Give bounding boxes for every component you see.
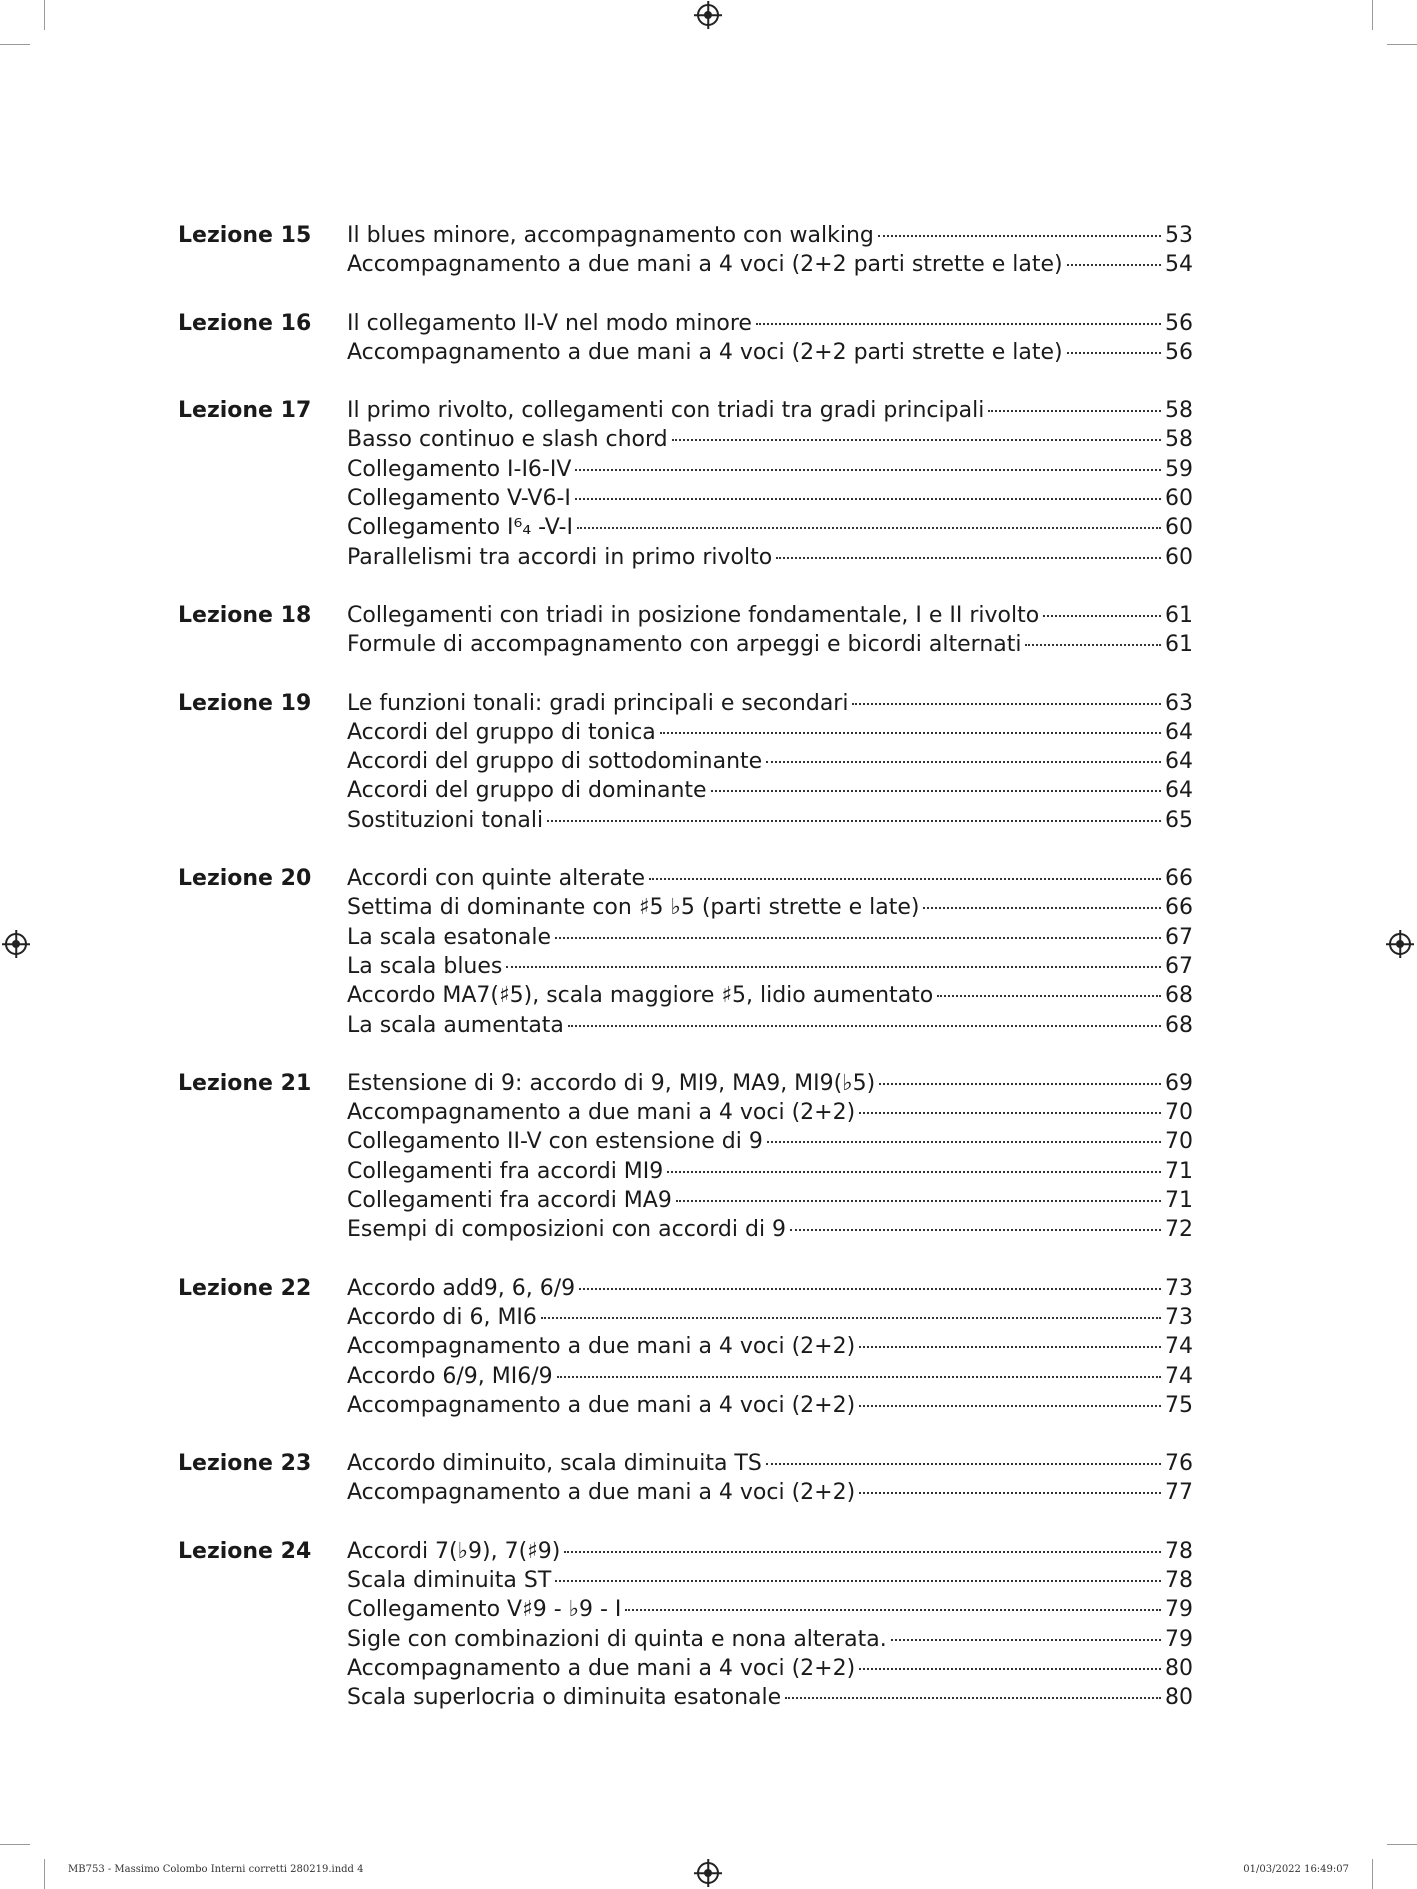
lesson-label: Lezione 22 <box>178 1275 312 1301</box>
dot-leader <box>1043 615 1161 617</box>
toc-entry <box>347 484 1193 513</box>
entry-title: Accordi con quinte alterate <box>347 866 646 892</box>
entry-page-number: 80 <box>1165 1685 1193 1711</box>
toc-entry <box>347 1625 1193 1654</box>
dot-leader <box>790 1229 1161 1231</box>
entry-title: Accompagnamento a due mani a 4 voci (2+2 parti strette e late) <box>347 252 1063 278</box>
toc-entry <box>347 1215 1193 1244</box>
entry-page-number: 56 <box>1165 339 1193 365</box>
entry-page-number: 59 <box>1165 456 1193 482</box>
entry-page-number: 77 <box>1165 1480 1193 1506</box>
crop-mark <box>44 1859 45 1889</box>
lesson-entries <box>347 689 1193 835</box>
entry-page-number: 70 <box>1165 1129 1193 1155</box>
entry-title: Accordi del gruppo di dominante <box>347 778 707 804</box>
lesson-label: Lezione 18 <box>178 602 312 628</box>
entry-page-number: 68 <box>1165 1012 1193 1038</box>
entry-page-number: 75 <box>1165 1392 1193 1418</box>
timestamp-slug: 01/03/2022 16:49:07 <box>1243 1864 1349 1875</box>
entry-page-number: 74 <box>1165 1334 1193 1360</box>
entry-page-number: 60 <box>1165 486 1193 512</box>
dot-leader <box>547 820 1161 822</box>
crop-mark <box>1387 1844 1417 1845</box>
dot-leader <box>859 1405 1161 1407</box>
dot-leader <box>568 1025 1161 1027</box>
entry-title: Formule di accompagnamento con arpeggi e bicordi alternati <box>347 632 1022 658</box>
entry-title: Collegamento V♯9 - ♭9 - I <box>347 1597 622 1623</box>
lesson-block <box>178 221 1193 280</box>
toc-entry <box>347 1654 1193 1683</box>
toc-entry <box>347 513 1193 542</box>
toc-entry <box>347 1127 1193 1156</box>
entry-page-number: 79 <box>1165 1597 1193 1623</box>
lesson-label: Lezione 24 <box>178 1538 312 1564</box>
entry-page-number: 66 <box>1165 866 1193 892</box>
lesson-entries <box>347 1537 1193 1713</box>
dot-leader <box>711 790 1161 792</box>
toc-entry <box>347 1595 1193 1624</box>
entry-title: Settima di dominante con ♯5 ♭5 (parti strette e late) <box>347 895 920 921</box>
dot-leader <box>988 410 1161 412</box>
lesson-block <box>178 1449 1193 1508</box>
entry-page-number: 60 <box>1165 515 1193 541</box>
dot-leader <box>1067 352 1161 354</box>
dot-leader <box>785 1697 1161 1699</box>
entry-page-number: 73 <box>1165 1275 1193 1301</box>
dot-leader <box>676 1200 1161 1202</box>
entry-title: Scala diminuita ST <box>347 1567 552 1593</box>
dot-leader <box>667 1171 1161 1173</box>
dot-leader <box>767 1141 1161 1143</box>
entry-page-number: 72 <box>1165 1217 1193 1243</box>
dot-leader <box>575 498 1161 500</box>
toc-entry <box>347 250 1193 279</box>
entry-page-number: 66 <box>1165 895 1193 921</box>
toc-entry <box>347 1332 1193 1361</box>
entry-page-number: 76 <box>1165 1451 1193 1477</box>
lesson-block <box>178 864 1193 1040</box>
dot-leader <box>660 732 1161 734</box>
toc-entry <box>347 981 1193 1010</box>
entry-title: Il blues minore, accompagnamento con walking <box>347 223 874 248</box>
entry-page-number: 79 <box>1165 1626 1193 1652</box>
dot-leader <box>923 907 1161 909</box>
entry-page-number: 78 <box>1165 1538 1193 1564</box>
toc-entry <box>347 221 1193 250</box>
entry-title: Collegamenti con triadi in posizione fondamentale, I e II rivolto <box>347 602 1040 628</box>
crop-mark <box>44 0 45 30</box>
entry-title: Accordi del gruppo di sottodominante <box>347 749 763 775</box>
entry-page-number: 54 <box>1165 252 1193 278</box>
entry-title: Le funzioni tonali: gradi principali e secondari <box>347 690 849 716</box>
entry-page-number: 80 <box>1165 1655 1193 1681</box>
entry-title: Accompagnamento a due mani a 4 voci (2+2 parti strette e late) <box>347 339 1063 365</box>
entry-title: La scala blues <box>347 953 503 979</box>
lesson-entries <box>347 221 1193 280</box>
lesson-entries <box>347 1069 1193 1245</box>
toc-entry <box>347 1566 1193 1595</box>
toc-entry <box>347 776 1193 805</box>
entry-title: Accordi del gruppo di tonica <box>347 719 656 745</box>
lesson-label: Lezione 16 <box>178 310 312 336</box>
dot-leader <box>756 323 1161 325</box>
toc-entry <box>347 1157 1193 1186</box>
lesson-entries <box>347 1274 1193 1420</box>
dot-leader <box>541 1317 1161 1319</box>
entry-page-number: 56 <box>1165 310 1193 336</box>
toc-entry <box>347 1186 1193 1215</box>
entry-title: Accompagnamento a due mani a 4 voci (2+2) <box>347 1655 856 1681</box>
entry-title: Scala superlocria o diminuita esatonale <box>347 1685 782 1711</box>
toc-entry <box>347 747 1193 776</box>
dot-leader <box>506 966 1161 968</box>
dot-leader <box>859 1668 1161 1670</box>
entry-page-number: 65 <box>1165 807 1193 833</box>
entry-title: Accordi 7(♭9), 7(♯9) <box>347 1538 561 1564</box>
toc-entry <box>347 923 1193 952</box>
registration-mark-icon <box>697 4 719 26</box>
lesson-block <box>178 396 1193 572</box>
registration-mark-icon <box>5 933 27 955</box>
toc-entry <box>347 338 1193 367</box>
toc-entry <box>347 1683 1193 1712</box>
entry-title: Parallelismi tra accordi in primo rivolto <box>347 544 773 570</box>
entry-title: Collegamenti fra accordi MA9 <box>347 1188 672 1214</box>
entry-page-number: 63 <box>1165 690 1193 716</box>
entry-page-number: 60 <box>1165 544 1193 570</box>
entry-page-number: 61 <box>1165 602 1193 628</box>
lesson-label: Lezione 17 <box>178 398 312 424</box>
toc-entry <box>347 864 1193 893</box>
lesson-entries <box>347 1449 1193 1508</box>
crop-mark <box>1372 0 1373 30</box>
entry-title: Il primo rivolto, collegamenti con triadi tra gradi principali <box>347 398 985 424</box>
dot-leader <box>672 439 1161 441</box>
dot-leader <box>555 1580 1161 1582</box>
lesson-label: Lezione 21 <box>178 1070 312 1096</box>
dot-leader <box>557 1376 1161 1378</box>
registration-mark-icon <box>697 1862 719 1884</box>
crop-mark <box>1387 44 1417 45</box>
lesson-entries <box>347 309 1193 368</box>
toc-entry <box>347 1069 1193 1098</box>
dot-leader <box>1025 644 1161 646</box>
entry-page-number: 67 <box>1165 924 1193 950</box>
dot-leader <box>555 937 1161 939</box>
toc-entry <box>347 1362 1193 1391</box>
entry-page-number: 64 <box>1165 749 1193 775</box>
toc-entry <box>347 425 1193 454</box>
dot-leader <box>878 235 1161 237</box>
entry-page-number: 67 <box>1165 953 1193 979</box>
dot-leader <box>649 878 1161 880</box>
toc-entry <box>347 1478 1193 1507</box>
dot-leader <box>859 1112 1161 1114</box>
toc-entry <box>347 396 1193 425</box>
dot-leader <box>766 1463 1161 1465</box>
toc-entry <box>347 630 1193 659</box>
entry-title: Accompagnamento a due mani a 4 voci (2+2) <box>347 1392 856 1418</box>
entry-title: Accordo di 6, MI6 <box>347 1304 537 1330</box>
dot-leader <box>577 527 1161 529</box>
lesson-label: Lezione 20 <box>178 866 312 892</box>
entry-title: Estensione di 9: accordo di 9, MI9, MA9, MI9(♭5) <box>347 1070 876 1096</box>
lesson-label: Lezione 23 <box>178 1451 312 1477</box>
toc-entry <box>347 1449 1193 1478</box>
entry-page-number: 69 <box>1165 1070 1193 1096</box>
dot-leader <box>852 703 1161 705</box>
toc-entry <box>347 1011 1193 1040</box>
toc-entry <box>347 1303 1193 1332</box>
dot-leader <box>859 1346 1161 1348</box>
toc-entry <box>347 689 1193 718</box>
lesson-block <box>178 309 1193 368</box>
toc-entry <box>347 1537 1193 1566</box>
toc-entry <box>347 952 1193 981</box>
table-of-contents <box>178 221 1193 1741</box>
registration-mark-icon <box>1389 933 1411 955</box>
dot-leader <box>625 1609 1161 1611</box>
toc-entry <box>347 309 1193 338</box>
toc-entry <box>347 806 1193 835</box>
toc-entry <box>347 543 1193 572</box>
entry-page-number: 74 <box>1165 1363 1193 1389</box>
entry-title: Collegamento I-I6-IV <box>347 456 572 482</box>
entry-title: La scala aumentata <box>347 1012 564 1038</box>
entry-page-number: 64 <box>1165 719 1193 745</box>
lesson-label: Lezione 19 <box>178 690 312 716</box>
toc-entry <box>347 718 1193 747</box>
toc-entry <box>347 1391 1193 1420</box>
entry-page-number: 61 <box>1165 632 1193 658</box>
entry-title: Accordo add9, 6, 6/9 <box>347 1275 576 1301</box>
dot-leader <box>575 469 1161 471</box>
dot-leader <box>579 1288 1161 1290</box>
lesson-block <box>178 1069 1193 1245</box>
lesson-block <box>178 1537 1193 1713</box>
entry-page-number: 73 <box>1165 1304 1193 1330</box>
toc-entry <box>347 1274 1193 1303</box>
entry-title: Collegamento V-V6-I <box>347 486 571 512</box>
dot-leader <box>1067 264 1161 266</box>
entry-page-number: 78 <box>1165 1567 1193 1593</box>
entry-title: Collegamenti fra accordi MI9 <box>347 1158 664 1184</box>
lesson-entries <box>347 396 1193 572</box>
entry-title: Collegamento II-V con estensione di 9 <box>347 1129 763 1155</box>
entry-page-number: 70 <box>1165 1100 1193 1126</box>
entry-title: Accompagnamento a due mani a 4 voci (2+2) <box>347 1334 856 1360</box>
dot-leader <box>859 1492 1161 1494</box>
entry-page-number: 64 <box>1165 778 1193 804</box>
entry-page-number: 58 <box>1165 427 1193 453</box>
entry-title: Accordo MA7(♯5), scala maggiore ♯5, lidio aumentato <box>347 983 934 1009</box>
dot-leader <box>891 1639 1161 1641</box>
toc-entry <box>347 601 1193 630</box>
entry-page-number: 58 <box>1165 398 1193 424</box>
entry-title: Accompagnamento a due mani a 4 voci (2+2) <box>347 1100 856 1126</box>
dot-leader <box>766 761 1161 763</box>
lesson-block <box>178 601 1193 660</box>
lesson-entries <box>347 601 1193 660</box>
lesson-block <box>178 689 1193 835</box>
entry-title: Accordo diminuito, scala diminuita TS <box>347 1451 762 1477</box>
entry-title: Accordo 6/9, MI6/9 <box>347 1363 553 1389</box>
dot-leader <box>879 1083 1161 1085</box>
entry-title: Esempi di composizioni con accordi di 9 <box>347 1217 787 1243</box>
crop-mark <box>0 1844 30 1845</box>
entry-page-number: 68 <box>1165 983 1193 1009</box>
lesson-entries <box>347 864 1193 1040</box>
lesson-block <box>178 1274 1193 1420</box>
toc-entry <box>347 455 1193 484</box>
entry-page-number: 53 <box>1165 223 1193 248</box>
toc-entry <box>347 893 1193 922</box>
file-slug: MB753 - Massimo Colombo Interni corretti 280219.indd 4 <box>68 1864 364 1875</box>
entry-page-number: 71 <box>1165 1188 1193 1214</box>
dot-leader <box>776 557 1161 559</box>
crop-mark <box>0 44 30 45</box>
entry-title: La scala esatonale <box>347 924 551 950</box>
entry-title: Collegamento I⁶₄ -V-I <box>347 515 573 541</box>
entry-title: Basso continuo e slash chord <box>347 427 668 453</box>
entry-page-number: 71 <box>1165 1158 1193 1184</box>
dot-leader <box>937 995 1161 997</box>
toc-entry <box>347 1098 1193 1127</box>
crop-mark <box>1372 1859 1373 1889</box>
entry-title: Sostituzioni tonali <box>347 807 544 833</box>
entry-title: Sigle con combinazioni di quinta e nona alterata. <box>347 1626 887 1652</box>
lesson-label: Lezione 15 <box>178 223 312 248</box>
entry-title: Accompagnamento a due mani a 4 voci (2+2) <box>347 1480 856 1506</box>
entry-title: Il collegamento II-V nel modo minore <box>347 310 752 336</box>
dot-leader <box>564 1551 1161 1553</box>
